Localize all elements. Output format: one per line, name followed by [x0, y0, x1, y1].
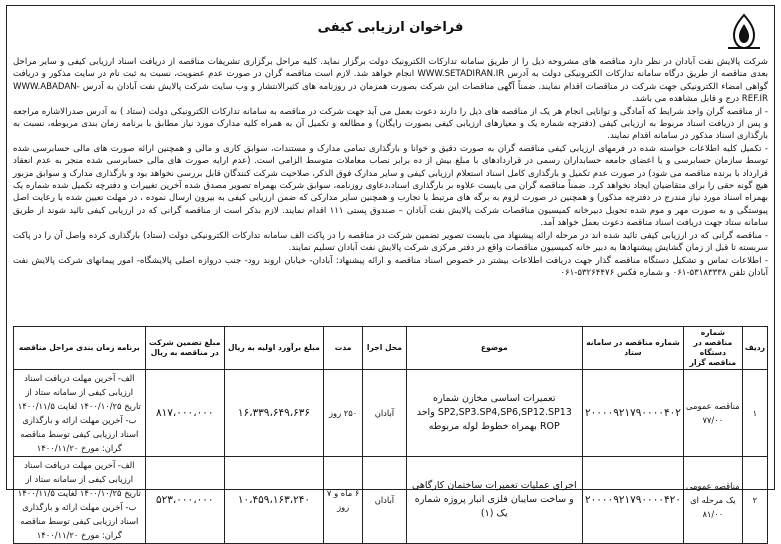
row-duration: ۲۵۰ روز [324, 370, 363, 457]
row-index: ۱ [742, 370, 767, 457]
tenders-table [13, 326, 768, 544]
row-guarantee: ۸۱۷،۰۰۰،۰۰۰ [145, 370, 224, 457]
row-schedule: الف- آخرین مهلت دریافت اسناد ارزیابی کیفی از سامانه ستاد از تاریخ ۱۴۰۰/۱۰/۲۵ لغایت ۱۴۰۰/۱۱/۵ ب- آخرین مهلت ارائه و بارگذاری اسناد ارزیابی کیفی توسط مناقصه گران: مورخ ۱۴۰۰/۱۱/۲۰ [14, 370, 146, 457]
header-location: محل اجرا [363, 327, 406, 370]
row-tender-no: مناقصه عمومی ۷۷/۰۰ [683, 370, 742, 457]
row-setad-no: ۲۰۰۰۰۹۲۱۷۹۰۰۰۰۴۰۲ [583, 370, 684, 457]
paragraph: - اطلاعات تماس و تشکیل دستگاه مناقصه گذار جهت دریافت اطلاعات بیشتر در خصوص اسناد مناقصه و ارائه پیشنهاد: آبادان- خیابان اروند رود- جنب دروازه اصلی پالایشگاه- امور پیمانهای شرکت پالایش نفت آبادان تلفن ۵۳۱۸۳۳۳۸-۰۶۱ و شماره فکس ۵۳۲۶۴۴۷۶-۰۶۱ [13, 255, 768, 278]
header-setad-no: شماره مناقصه در سامانه ستاد [583, 327, 684, 370]
header-index: ردیف [742, 327, 767, 370]
paragraph: - مناقصه گرانی که در ارزیابی کیفی تائید شده اند در مرحله ارائه پیشنهاد می بایست تصویر تضمین شرکت در مناقصه را در پاکت الف سامانه تدارکات الکترونیکی دولت (ستاد) بارگذاری کرده واصل آن را در پاکت سربسته تا قبل از زمان گشایش پیشنهادها به دبیر خانه کمیسیون مناقصات واقع در دفتر مرکزی شرکت پالایش نفت آبادان تسلیم نمایند. [13, 230, 768, 254]
table-header-row [14, 327, 768, 370]
header-duration: مدت [324, 327, 363, 370]
header-subject: موضوع [406, 327, 582, 370]
notice-page [6, 5, 775, 540]
table-row [14, 457, 768, 544]
header-guarantee: مبلغ تضمین شرکت در مناقصه به ریال [145, 327, 224, 370]
header-schedule: برنامه زمان بندی مراحل مناقصه [14, 327, 146, 370]
row-estimate: ۱۶،۳۳۹،۶۴۹،۶۳۶ [224, 370, 323, 457]
row-duration: ۶ ماه و ۷ روز [324, 457, 363, 544]
notice-body [13, 56, 768, 279]
row-location: آبادان [363, 370, 406, 457]
notice-title: فراخوان ارزیابی کیفی [317, 20, 464, 35]
row-guarantee: ۵۲۳،۰۰۰،۰۰۰ [145, 457, 224, 544]
paragraph: شرکت پالایش نفت آبادان در نظر دارد مناقصه های مشروحه ذیل را از طریق سامانه تدارکات الکترونیک دولت برگزار نماید. کلیه مراحل برگزاری تشریفات مناقصه از دریافت اسناد ارزیابی کیفی و سایر مراحل بعدی مناقصه از طریق درگاه سامانه تدارکات الکترونیکی دولت به آدرس WWW.SETADIRAN.IR انجام خواهد شد. لازم است مناقصه گران در صورت عدم عضویت، نسبت به ثبت نام در سایت مذکور و دریافت گواهی امضاء الکترونیکی جهت شرکت در مناقصات اقدام نمایند. ضمناً آگهی مناقصات این شرکت بصورت همزمان در روزنامه های کثیرالانتشار و وب سایت شرکت پالایش نفت آبادان به آدرس WWW.ABADAN- REF.IR درج و قابل مشاهده می باشد. [13, 57, 768, 105]
row-schedule: الف- آخرین مهلت دریافت اسناد ارزیابی کیفی از سامانه ستاد از تاریخ ۱۴۰۰/۱۰/۲۵ لغایت ۱۴۰۰/۱۱/۵ ب- آخرین مهلت ارائه و بارگذاری اسناد ارزیابی کیفی توسط مناقصه گران: مورخ ۱۴۰۰/۱۱/۲۰ [14, 457, 146, 544]
row-setad-no: ۲۰۰۰۰۹۲۱۷۹۰۰۰۰۴۲۰ [583, 457, 684, 544]
paragraph: - تکمیل کلیه اطلاعات خواسته شده در فرمهای ارزیابی کیفی مناقصه گران به صورت دقیق و خوانا و بارگذاری تمامی مدارک و مستندات، سوابق کاری و مالی و همچنین ارائه صورت های مالی حسابرسی شده توسط سازمان حسابرسی و یا اعضای جامعه حسابداران رسمی در قراردادهای با مبلغ بیش از ده برابر نصاب معاملات متوسط الزامی است. (عدم ارایه صورت های مالی حسابرسی شده منجر به عدم انعقاد قرارداد با برنده مناقصه می شود) در صورت عدم تکمیل و بارگذاری کامل اسناد استعلام ارزیابی کیفی و سایر مدارک فوق الذکر، صلاحیت شرکت کنندگان قابل بررسی نخواهد بود و بارگذاری مدارک و سوابق مزبور هیچ گونه حقی را برای متقاضیان ایجاد نخواهد کرد. ضمناً مناقصه گران می بایست علاوه بر بارگذاری اسناد،دعاوی روزنامه، سوابق شرکت بهمراه تصویر مصدق شده آخرین تغییرات و دفترچه تکمیل شده شماره یک بهمراه اسناد مورد نیاز مندرج در دفترچه مذکور) و همچنین در صورت لزوم به برگه های مرتبط با تجارب و همچنین سایر مدارکی که ضمن ارزیابی کیفی به بیرون ارسال نموده ، در مهلت تعیین شده با رعایت اصل پیوستگی و به صورت مهر و موم شده تحویل دبیرخانه کمیسیون مناقصات شرکت پالایش نفت آبادان – صندوق پستی ۱۱۱ اقدام نمایند. لازم بذکر است از مناقصه گرانی که در ارزیابی کیفی تائید شوند از طریق سامانه ستاد جهت دریافت اسناد مناقصه دعوت بعمل خواهد آمد. [13, 143, 768, 229]
header-estimate: مبلغ برآورد اولیه به ریال [224, 327, 323, 370]
row-estimate: ۱۰،۴۵۹،۱۶۳،۲۴۰ [224, 457, 323, 544]
row-subject: تعمیرات اساسی مخازن شماره SP2,SP3.SP4,SP6,SP12.SP13 واحد ROP بهمراه خطوط لوله مربوطه [406, 370, 582, 457]
row-subject: اجرای عملیات تعمیرات ساختمان کارگاهی و ساخت سایبان فلزی انبار پروژه شماره یک (۱) [406, 457, 582, 544]
paragraph: - از مناقصه گران واجد شرایط که آمادگی و توانایی انجام هر یک از مناقصه های ذیل را دارند دعوت بعمل می آید جهت شرکت در مناقصه به سامانه تدارکات الکترونیکی دولت (ستاد ) به آدرس صدرالاشاره مراجعه و پس از دریافت اسناد مربوط به ارزیابی کیفی (دفترچه شماره یک و معیارهای ارزیابی کیفی بصورت رایگان) و مطالعه و تکمیل آن به همراه کلیه مدارک مورد نیاز مطابق با برنامه زمان بندی مربوطه، نسبت به بارگذاری اسناد مذکور در سامانه اقدام نمایند. [13, 106, 768, 142]
row-tender-no: مناقصه عمومی یک مرحله ای ۸۱/۰۰ [683, 457, 742, 544]
table-row [14, 370, 768, 457]
row-index: ۲ [742, 457, 767, 544]
header-tender-no: شماره مناقصه در دستگاه مناقصه گزار [683, 327, 742, 370]
row-location: آبادان [363, 457, 406, 544]
